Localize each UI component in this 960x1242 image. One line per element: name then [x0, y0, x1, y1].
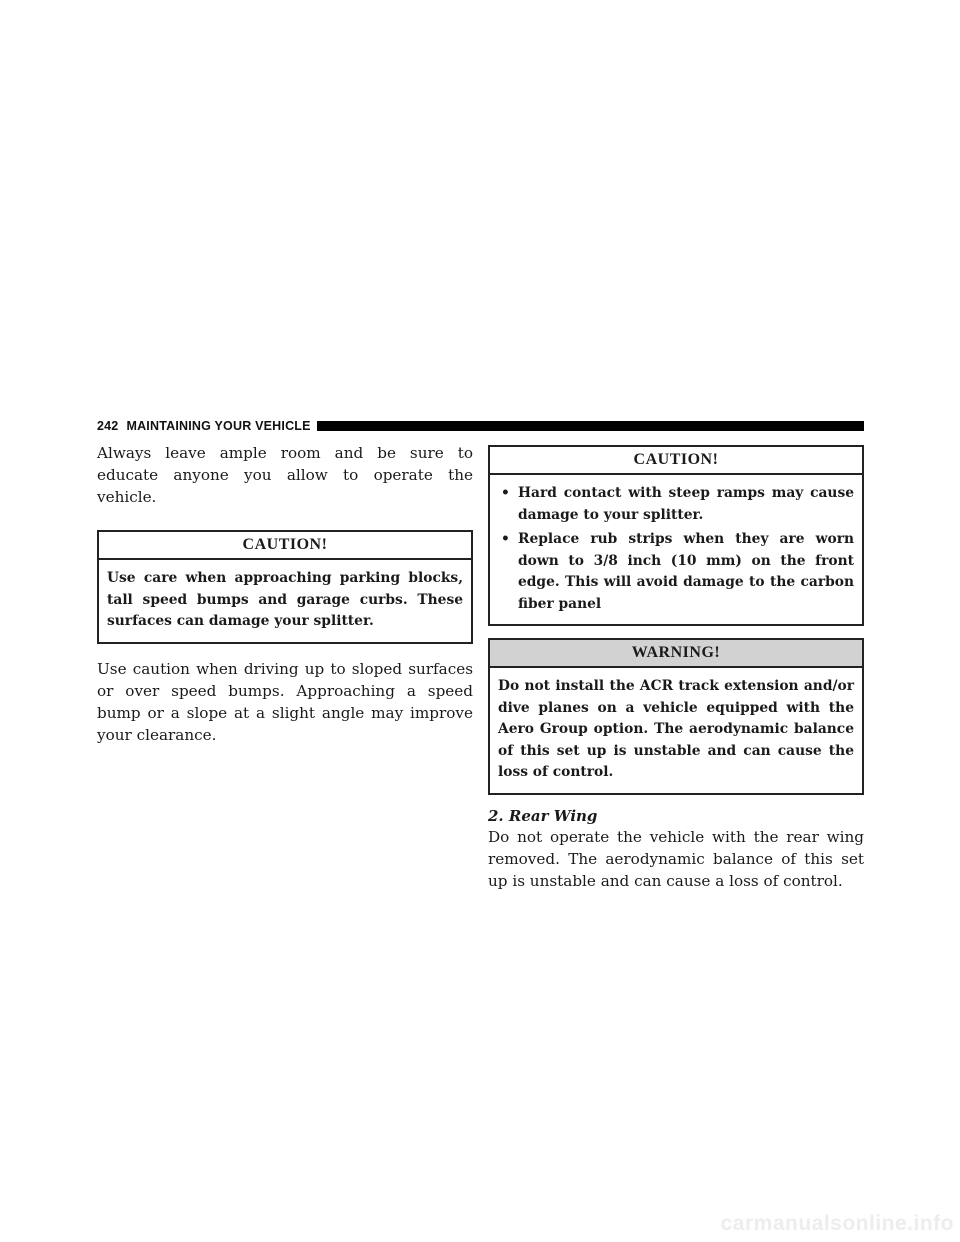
page-number: 242: [97, 419, 119, 433]
header-rule: [317, 421, 864, 431]
caution-box-splitter: [97, 530, 473, 644]
warning-body: [490, 668, 862, 793]
watermark: carmanualsonline.info: [720, 1212, 954, 1235]
rear-wing-paragraph: Do not operate the vehicle with the rear wing removed. The aerodynamic balance of this set up is unstable and can cause a loss of control.: [488, 827, 864, 890]
caution-list-item: [498, 529, 854, 615]
caution-item-text: Hard contact with steep ramps may cause damage to your splitter.: [518, 485, 854, 523]
section-title: MAINTAINING YOUR VEHICLE: [126, 419, 311, 433]
warning-title: WARNING!: [490, 640, 862, 668]
slope-paragraph: Use caution when driving up to sloped surfaces or over speed bumps. Approaching a speed bump or a slope at a slight angle may improve your clearance.: [97, 659, 473, 744]
rear-wing-heading: 2. Rear Wing: [488, 806, 598, 825]
caution-body: [490, 475, 862, 624]
caution-list-item: [498, 483, 854, 526]
warning-box: [488, 638, 864, 795]
caution-body: [99, 560, 471, 642]
caution-list: [498, 483, 854, 615]
left-column: [97, 442, 473, 746]
page-header: [97, 418, 864, 434]
bullet-icon: •: [501, 485, 510, 501]
caution-title: CAUTION!: [99, 532, 471, 560]
caution-text: Use care when approaching parking blocks, tall speed bumps and garage curbs. These surfaces can damage your splitter.: [107, 570, 463, 629]
intro-paragraph: Always leave ample room and be sure to educate anyone you allow to operate the vehicle.: [97, 444, 473, 506]
right-column: [488, 442, 864, 892]
bullet-icon: •: [501, 531, 510, 547]
caution-box-ramps: [488, 445, 864, 626]
warning-text: Do not install the ACR track extension and/or dive planes on a vehicle equipped with the Aero Group option. The aerodynamic balance of this set up is unstable and can cause the loss of control.: [498, 678, 854, 780]
caution-item-text: Replace rub strips when they are worn down to 3/8 inch (10 mm) on the front edge. This will avoid damage to the carbon fiber panel: [518, 531, 854, 612]
caution-title: CAUTION!: [490, 447, 862, 475]
